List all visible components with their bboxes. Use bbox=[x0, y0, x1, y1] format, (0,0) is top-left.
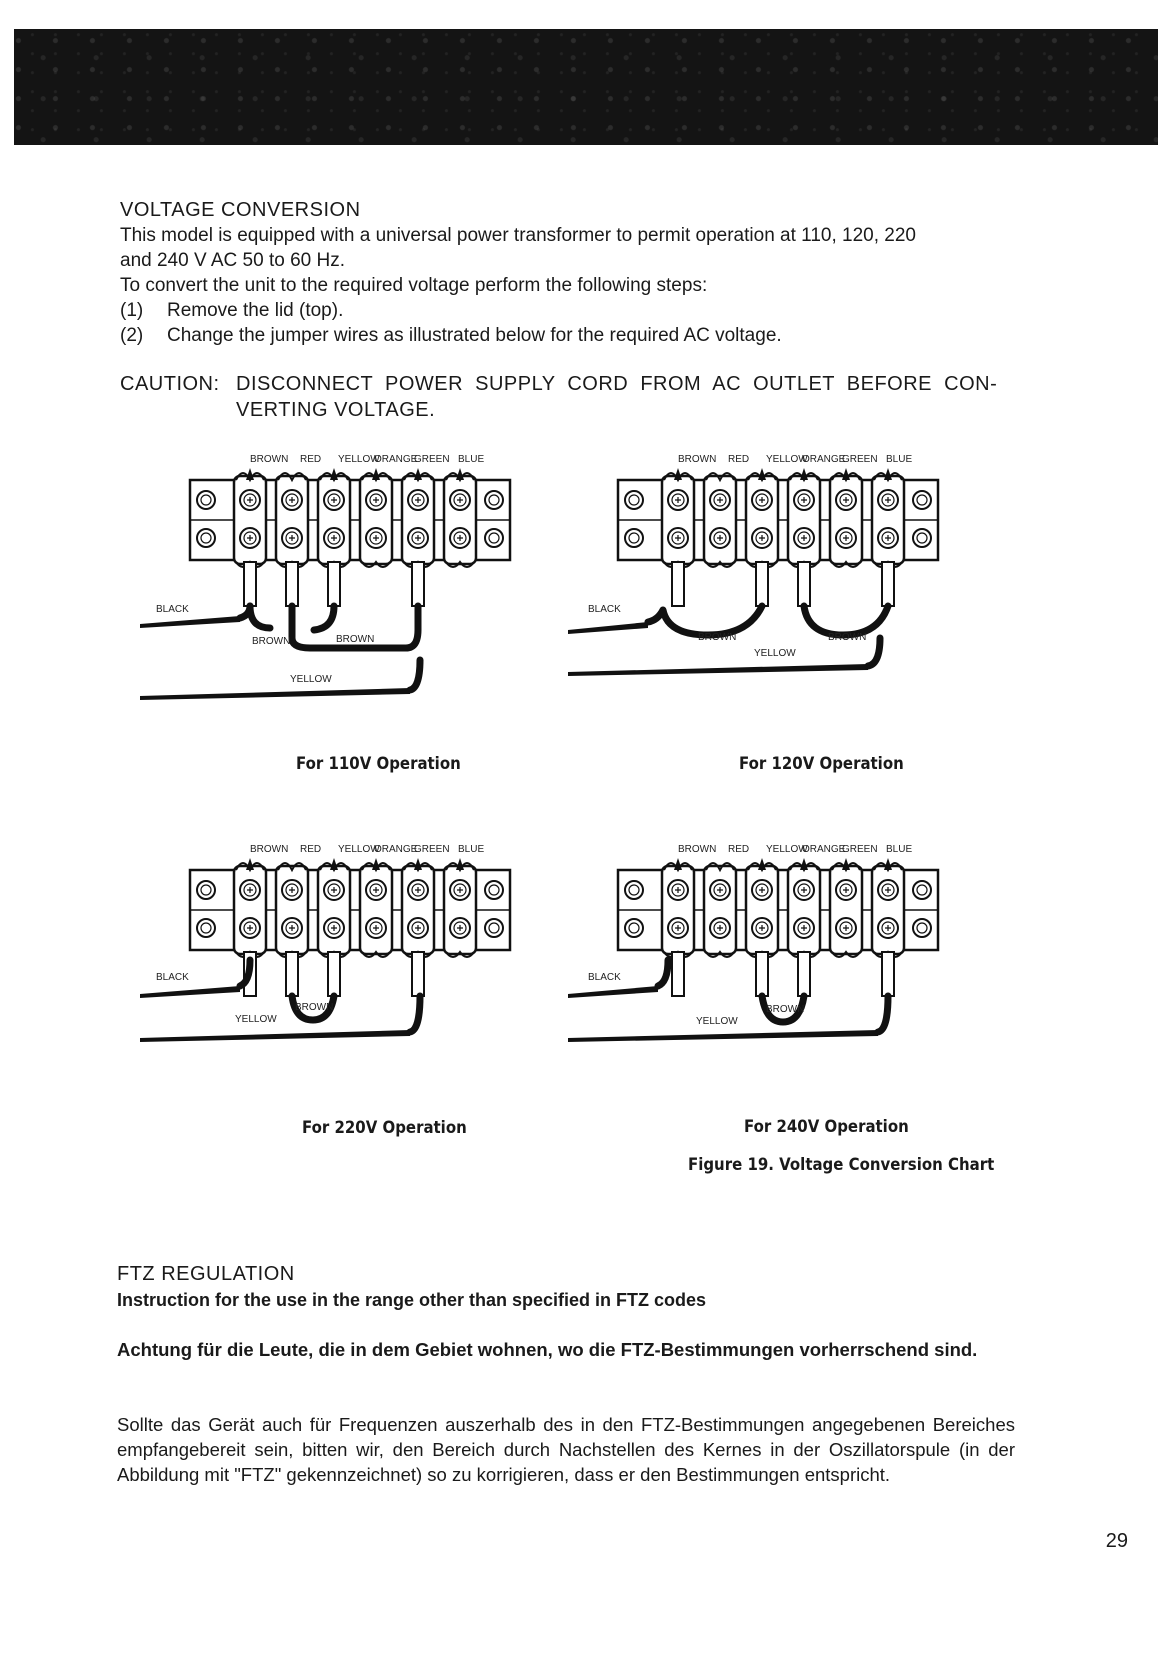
terminal-label: GREEN bbox=[414, 454, 450, 465]
brown-label: BROWN bbox=[295, 1002, 334, 1013]
caption-110v: For 110V Operation bbox=[296, 754, 461, 774]
screw-icon bbox=[913, 881, 931, 899]
black-label: BLACK bbox=[156, 972, 189, 983]
terminal-block-diagram bbox=[140, 840, 560, 1140]
terminal-label: YELLOW bbox=[766, 844, 808, 855]
screw-icon bbox=[913, 529, 931, 547]
terminal-label: BROWN bbox=[678, 844, 717, 855]
screw-icon bbox=[625, 919, 643, 937]
terminal-block-diagram bbox=[140, 450, 560, 750]
terminal-label: GREEN bbox=[842, 844, 878, 855]
black-label: BLACK bbox=[588, 972, 621, 983]
diagram-110v bbox=[140, 450, 560, 750]
diagram-220v bbox=[140, 840, 560, 1140]
voltage-intro-line3: To convert the unit to the required voltage perform the following steps: bbox=[120, 275, 708, 296]
screw-icon bbox=[485, 491, 503, 509]
black-wire bbox=[568, 986, 658, 998]
screw-icon bbox=[625, 529, 643, 547]
yellow-label: YELLOW bbox=[290, 674, 332, 685]
wire-tab bbox=[412, 952, 424, 996]
wire-tab bbox=[328, 562, 340, 606]
ftz-subheading: Instruction for the use in the range other than specified in FTZ codes bbox=[117, 1290, 707, 1310]
black-wire bbox=[568, 622, 648, 634]
terminal-label: YELLOW bbox=[338, 454, 380, 465]
terminal-label: YELLOW bbox=[338, 844, 380, 855]
terminal-label: RED bbox=[300, 454, 322, 465]
terminal-label: BLUE bbox=[458, 844, 485, 855]
voltage-intro-line2: and 240 V AC 50 to 60 Hz. bbox=[120, 250, 345, 271]
wire-tab bbox=[328, 952, 340, 996]
brown-label: BROWN bbox=[252, 636, 291, 647]
step-text: Remove the lid (top). bbox=[167, 300, 344, 321]
screw-icon bbox=[197, 491, 215, 509]
page-number: 29 bbox=[1105, 1530, 1128, 1552]
brown-wire bbox=[250, 606, 270, 628]
yellow-wire bbox=[568, 664, 868, 676]
yellow-label: YELLOW bbox=[235, 1014, 277, 1025]
terminal-block-diagram bbox=[568, 450, 988, 750]
header-bar bbox=[14, 29, 1158, 145]
terminal-label: ORANGE bbox=[374, 454, 418, 465]
screw-icon bbox=[485, 529, 503, 547]
wire-tab bbox=[244, 562, 256, 606]
terminal-label: ORANGE bbox=[802, 844, 846, 855]
terminal-label: ORANGE bbox=[802, 454, 846, 465]
yellow-label: YELLOW bbox=[754, 648, 796, 659]
yellow-wire bbox=[568, 1030, 878, 1042]
yellow-label: YELLOW bbox=[696, 1016, 738, 1027]
screw-icon bbox=[625, 491, 643, 509]
caption-220v: For 220V Operation bbox=[302, 1118, 467, 1138]
black-wire bbox=[140, 616, 240, 628]
terminal-label: GREEN bbox=[842, 454, 878, 465]
screw-icon bbox=[625, 881, 643, 899]
black-wire bbox=[140, 986, 240, 998]
yellow-wire bbox=[140, 1030, 410, 1042]
terminal-label: BROWN bbox=[250, 454, 289, 465]
terminal-label: BLUE bbox=[886, 454, 913, 465]
screw-icon bbox=[913, 491, 931, 509]
step-text: Change the jumper wires as illustrated below for the required AC voltage. bbox=[167, 325, 782, 346]
caution-line1: DISCONNECT POWER SUPPLY CORD FROM AC OUTLET BEFORE CON- bbox=[236, 373, 998, 395]
caution-label: CAUTION: bbox=[120, 373, 220, 395]
caution-line2: VERTING VOLTAGE. bbox=[236, 399, 436, 421]
ftz-german-body: Sollte das Gerät auch für Frequenzen auszerhalb des in den FTZ-Bestimmungen angegebenen Bereiches empfangebereit sein, bitten wir, den Bereich durch Nachstellen des Kernes in der Oszillatorspule (in der Abbildung mit "FTZ" gekennzeichnet) so zu korrigieren, dass er den Bestimmungen entspricht. bbox=[117, 1414, 1015, 1485]
wire-tab bbox=[286, 952, 298, 996]
ftz-heading: FTZ REGULATION bbox=[117, 1263, 295, 1285]
wire-tab bbox=[672, 952, 684, 996]
screw-icon bbox=[197, 881, 215, 899]
diagram-120v bbox=[568, 450, 988, 750]
brown-label: BROWN bbox=[828, 632, 867, 643]
voltage-heading: VOLTAGE CONVERSION bbox=[120, 199, 361, 221]
black-label: BLACK bbox=[156, 604, 189, 615]
wire-tab bbox=[756, 952, 768, 996]
caption-240v: For 240V Operation bbox=[744, 1117, 909, 1137]
wire-tab bbox=[882, 562, 894, 606]
screw-icon bbox=[485, 919, 503, 937]
brown-label: BROWN bbox=[766, 1004, 805, 1015]
wire-tab bbox=[798, 562, 810, 606]
caption-120v: For 120V Operation bbox=[739, 754, 904, 774]
screw-icon bbox=[197, 919, 215, 937]
terminal-label: BROWN bbox=[250, 844, 289, 855]
brown-label: BROWN bbox=[698, 632, 737, 643]
step-number: (2) bbox=[120, 325, 144, 346]
screw-icon bbox=[485, 881, 503, 899]
terminal-label: GREEN bbox=[414, 844, 450, 855]
brown-wire bbox=[314, 606, 334, 630]
voltage-intro-line1: This model is equipped with a universal power transformer to permit operation at 110, 120, 220 bbox=[120, 225, 916, 246]
brown-label: BROWN bbox=[336, 634, 375, 645]
black-label: BLACK bbox=[588, 604, 621, 615]
terminal-label: RED bbox=[300, 844, 322, 855]
terminal-label: RED bbox=[728, 844, 750, 855]
brown-wire bbox=[648, 606, 762, 635]
brown-wire bbox=[804, 606, 888, 635]
step-number: (1) bbox=[120, 300, 144, 321]
wire-tab bbox=[798, 952, 810, 996]
figure-caption: Figure 19. Voltage Conversion Chart bbox=[688, 1155, 995, 1175]
yellow-wire bbox=[140, 688, 410, 700]
terminal-label: BLUE bbox=[886, 844, 913, 855]
screw-icon bbox=[197, 529, 215, 547]
terminal-label: BROWN bbox=[678, 454, 717, 465]
wire-tab bbox=[286, 562, 298, 606]
terminal-label: ORANGE bbox=[374, 844, 418, 855]
terminal-label: YELLOW bbox=[766, 454, 808, 465]
wire-tab bbox=[412, 562, 424, 606]
terminal-label: BLUE bbox=[458, 454, 485, 465]
ftz-german-notice: Achtung für die Leute, die in dem Gebiet wohnen, wo die FTZ-Bestimmungen vorherrschend sind. bbox=[117, 1339, 978, 1360]
terminal-block-diagram bbox=[568, 840, 988, 1140]
wire-tab bbox=[756, 562, 768, 606]
wire-tab bbox=[672, 562, 684, 606]
terminal-label: RED bbox=[728, 454, 750, 465]
wire-tab bbox=[882, 952, 894, 996]
diagram-240v bbox=[568, 840, 988, 1140]
screw-icon bbox=[913, 919, 931, 937]
